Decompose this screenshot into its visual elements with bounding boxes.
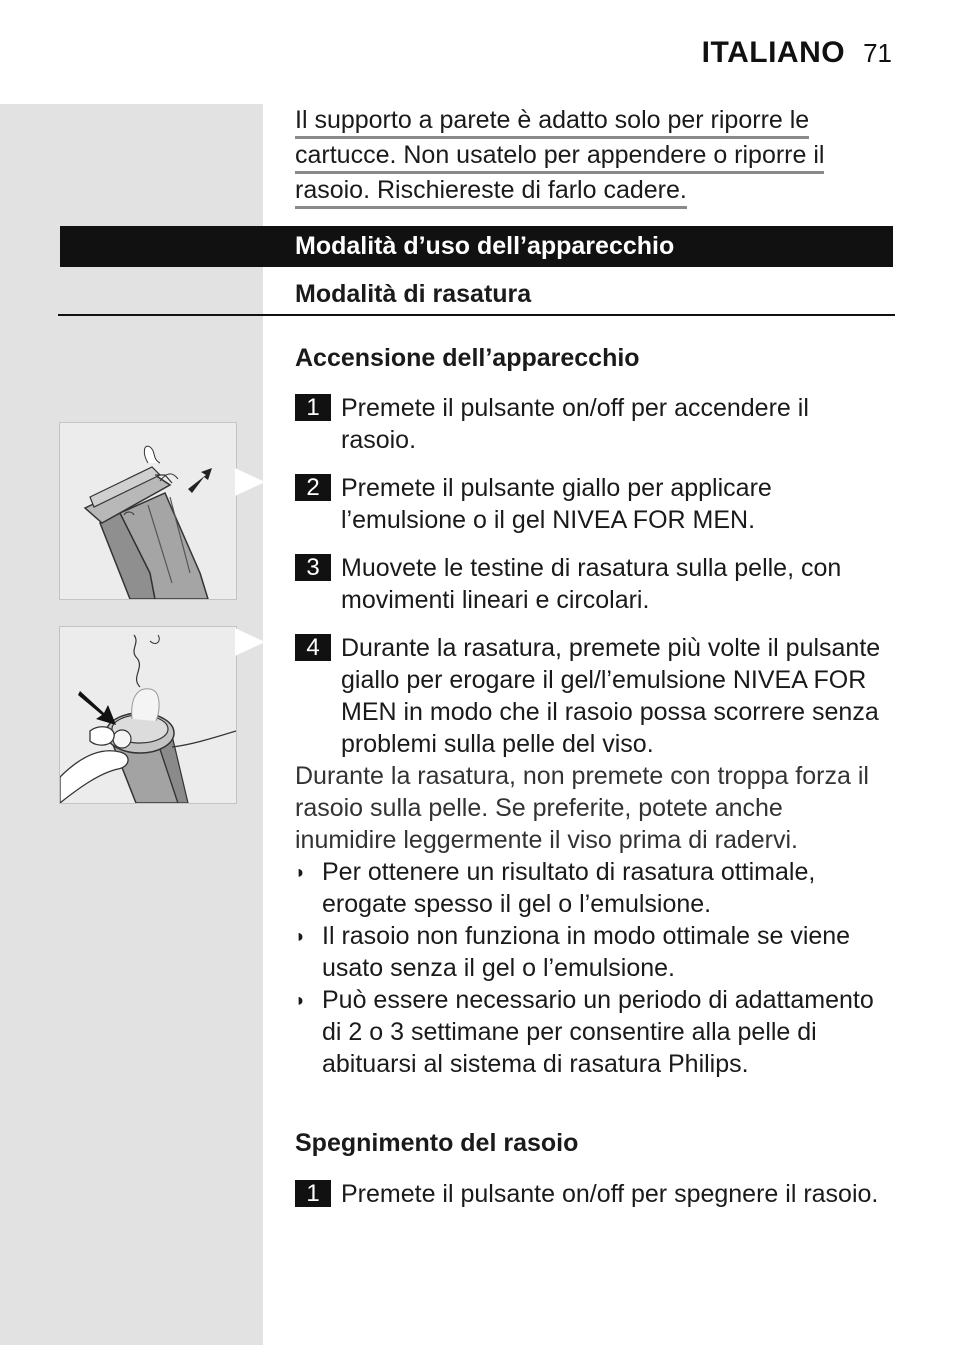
page-number: 71	[863, 38, 892, 68]
shaver-gel-button-illustration	[59, 626, 237, 804]
subsection-rule	[58, 314, 895, 316]
shaver-gel-drawing	[60, 627, 236, 803]
step-text: Durante la rasatura, premete più volte il pulsante giallo per erogare il gel/l’emulsione NIVEA FOR MEN in modo che il rasoio possa scorrere senza problemi sulla pelle del viso.	[341, 634, 881, 758]
list-item	[295, 984, 890, 1080]
shaver-movement-illustration	[59, 422, 237, 600]
switch-off-heading: Spegnimento del rasoio	[295, 1129, 579, 1157]
list-item	[295, 856, 890, 920]
switch-on-heading: Accensione dell’apparecchio	[295, 344, 640, 372]
step-text: Muovete le testine di rasatura sulla pelle, con movimenti lineari e circolari.	[341, 554, 842, 614]
shaving-note: Durante la rasatura, non premete con troppa forza il rasoio sulla pelle. Se preferite, potete anche inumidire leggermente il viso prima di radervi.	[295, 762, 869, 854]
step-item	[295, 1178, 890, 1210]
language-label: ITALIANO	[701, 36, 846, 69]
bullet-triangle-icon: ◗	[295, 926, 306, 946]
section-title-bar	[60, 226, 893, 267]
step-number: 3	[295, 554, 331, 581]
caution-line: cartucce. Non usatelo per appendere o riporre il	[295, 139, 824, 174]
caution-line: Il supporto a parete è adatto solo per riporre le	[295, 104, 809, 139]
step-text: Premete il pulsante on/off per spegnere il rasoio.	[341, 1180, 879, 1208]
callout-pointer	[235, 628, 265, 656]
caution-note	[295, 104, 875, 209]
step-number: 4	[295, 634, 331, 661]
tip-text: Per ottenere un risultato di rasatura ottimale, erogate spesso il gel o l’emulsione.	[322, 858, 816, 918]
bullet-triangle-icon: ◗	[295, 990, 306, 1010]
step-item	[295, 552, 890, 616]
tip-text: Può essere necessario un periodo di adattamento di 2 o 3 settimane per consentire alla pelle di abituarsi al sistema di rasatura Philips.	[322, 986, 874, 1078]
step-number: 1	[295, 1180, 331, 1207]
step-number: 1	[295, 394, 331, 421]
tips-list	[295, 856, 890, 1080]
caution-line: rasoio. Rischiereste di farlo cadere.	[295, 174, 687, 209]
step-item	[295, 472, 890, 536]
section-title: Modalità d’uso dell’apparecchio	[295, 232, 675, 260]
step-item	[295, 632, 890, 760]
subsection-title: Modalità di rasatura	[295, 280, 532, 308]
list-item	[295, 920, 890, 984]
callout-pointer	[235, 468, 265, 496]
step-number: 2	[295, 474, 331, 501]
shaver-movement-drawing	[60, 423, 236, 599]
step-item	[295, 392, 890, 456]
tip-text: Il rasoio non funziona in modo ottimale se viene usato senza il gel o l’emulsione.	[322, 922, 851, 982]
step-text: Premete il pulsante giallo per applicare l’emulsione o il gel NIVEA FOR MEN.	[341, 474, 772, 534]
step-text: Premete il pulsante on/off per accendere il rasoio.	[341, 394, 809, 454]
page-header	[702, 36, 892, 70]
bullet-triangle-icon: ◗	[295, 862, 306, 882]
